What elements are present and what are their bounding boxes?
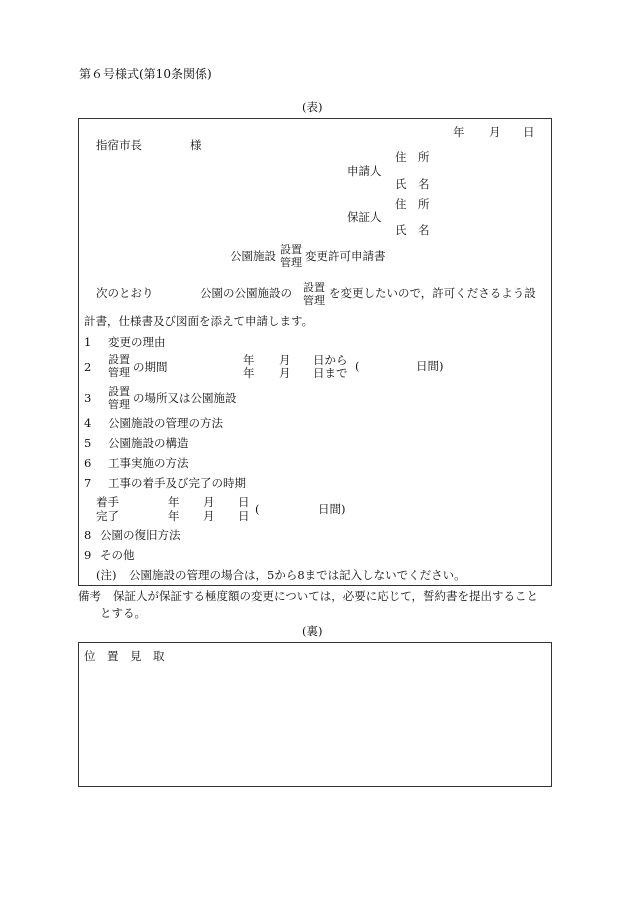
back-title: (裏): [302, 624, 323, 638]
item-1-text: 変更の理由: [108, 335, 166, 349]
item-9-number: 9: [84, 548, 92, 562]
item-2-row1-day: 日から: [313, 353, 348, 367]
item-8-text: 公園の復旧方法: [100, 528, 181, 542]
item-2-choice-bottom: 管理: [108, 366, 130, 379]
applicant-name-label: 氏 名: [395, 177, 430, 191]
remarks-line1: 保証人が保証する極度額の変更については，必要に応じて，誓約書を提出すること: [113, 589, 539, 603]
applicant-address-label: 住 所: [395, 150, 430, 164]
item-3-choice-top: 設置: [108, 385, 130, 398]
item-1-number: 1: [84, 335, 92, 349]
date-day: 日: [523, 125, 535, 139]
item-2-choice-top: 設置: [108, 353, 130, 366]
item-2-choice: [108, 353, 130, 379]
item-7-start-label: 着手: [96, 495, 119, 509]
item-7-paren-close: 日間): [318, 502, 346, 516]
item-5-text: 公園施設の構造: [108, 436, 189, 450]
item-2-paren-close: 日間): [416, 359, 444, 373]
item-3-number: 3: [84, 391, 92, 405]
item-2-row2-month: 月: [279, 366, 291, 380]
item-2-row1-month: 月: [279, 353, 291, 367]
item-7-paren-open: (: [255, 502, 260, 516]
date-month: 月: [489, 125, 501, 139]
body-choice-bottom: 管理: [303, 294, 325, 307]
item-2-number: 2: [84, 360, 92, 374]
form-title-choice-bottom: 管理: [280, 256, 302, 269]
addressee-honorific: 様: [190, 138, 202, 152]
applicant-label: 申請人: [347, 164, 382, 178]
remarks-line2: とする。: [100, 606, 146, 620]
item-5-number: 5: [84, 436, 92, 450]
item-7-number: 7: [84, 476, 92, 490]
item-3-text: の場所又は公園施設: [133, 391, 237, 405]
body-line1-b: 公園の公園施設の: [200, 286, 292, 300]
item-7-end-label: 完了: [96, 509, 119, 523]
form-title-suffix: 変更許可申請書: [305, 249, 386, 263]
form-number: 第６号様式(第10条関係): [79, 67, 212, 81]
item-6-text: 工事実施の方法: [108, 456, 189, 470]
note-label: (注): [96, 568, 117, 582]
body-choice: [303, 281, 325, 307]
item-7-end-year: 年: [168, 509, 180, 523]
form-title-choice: [280, 243, 302, 269]
item-7-start-month: 月: [203, 495, 215, 509]
addressee-name: 指宿市長: [96, 138, 142, 152]
body-line1-c: を変更したいので，許可くださるよう設: [329, 286, 536, 300]
item-2-row2-year: 年: [243, 366, 255, 380]
front-form-box: [78, 118, 552, 586]
body-line2: 計書，仕様書及び図面を添えて申請します。: [84, 314, 314, 328]
front-title: (表): [302, 100, 323, 114]
guarantor-address-label: 住 所: [395, 197, 430, 211]
item-2-row2-day: 日まで: [313, 366, 348, 380]
guarantor-name-label: 氏 名: [395, 223, 430, 237]
item-4-text: 公園施設の管理の方法: [108, 416, 223, 430]
form-title-prefix: 公園施設: [230, 249, 276, 263]
guarantor-label: 保証人: [347, 210, 382, 224]
item-7-end-day: 日: [238, 509, 250, 523]
date-year: 年: [453, 125, 465, 139]
body-choice-top: 設置: [303, 281, 325, 294]
item-7-text: 工事の着手及び完了の時期: [108, 476, 246, 490]
item-6-number: 6: [84, 456, 92, 470]
back-form-box: [78, 642, 552, 787]
item-2-row1-year: 年: [243, 353, 255, 367]
body-line1-a: 次のとおり: [96, 286, 154, 300]
form-title-choice-top: 設置: [280, 243, 302, 256]
item-7-start-day: 日: [238, 495, 250, 509]
item-3-choice-bottom: 管理: [108, 398, 130, 411]
item-3-choice: [108, 385, 130, 411]
remarks-label: 備考: [78, 589, 101, 603]
item-4-number: 4: [84, 416, 92, 430]
item-8-number: 8: [84, 528, 92, 542]
item-7-start-year: 年: [168, 495, 180, 509]
item-7-end-month: 月: [203, 509, 215, 523]
item-2-text: の期間: [133, 360, 168, 374]
back-heading: 位 置 見 取: [84, 649, 165, 663]
note-text: 公園施設の管理の場合は，5から8までは記入しないでください。: [129, 568, 466, 582]
item-2-paren-open: (: [355, 359, 360, 373]
item-9-text: その他: [100, 548, 135, 562]
